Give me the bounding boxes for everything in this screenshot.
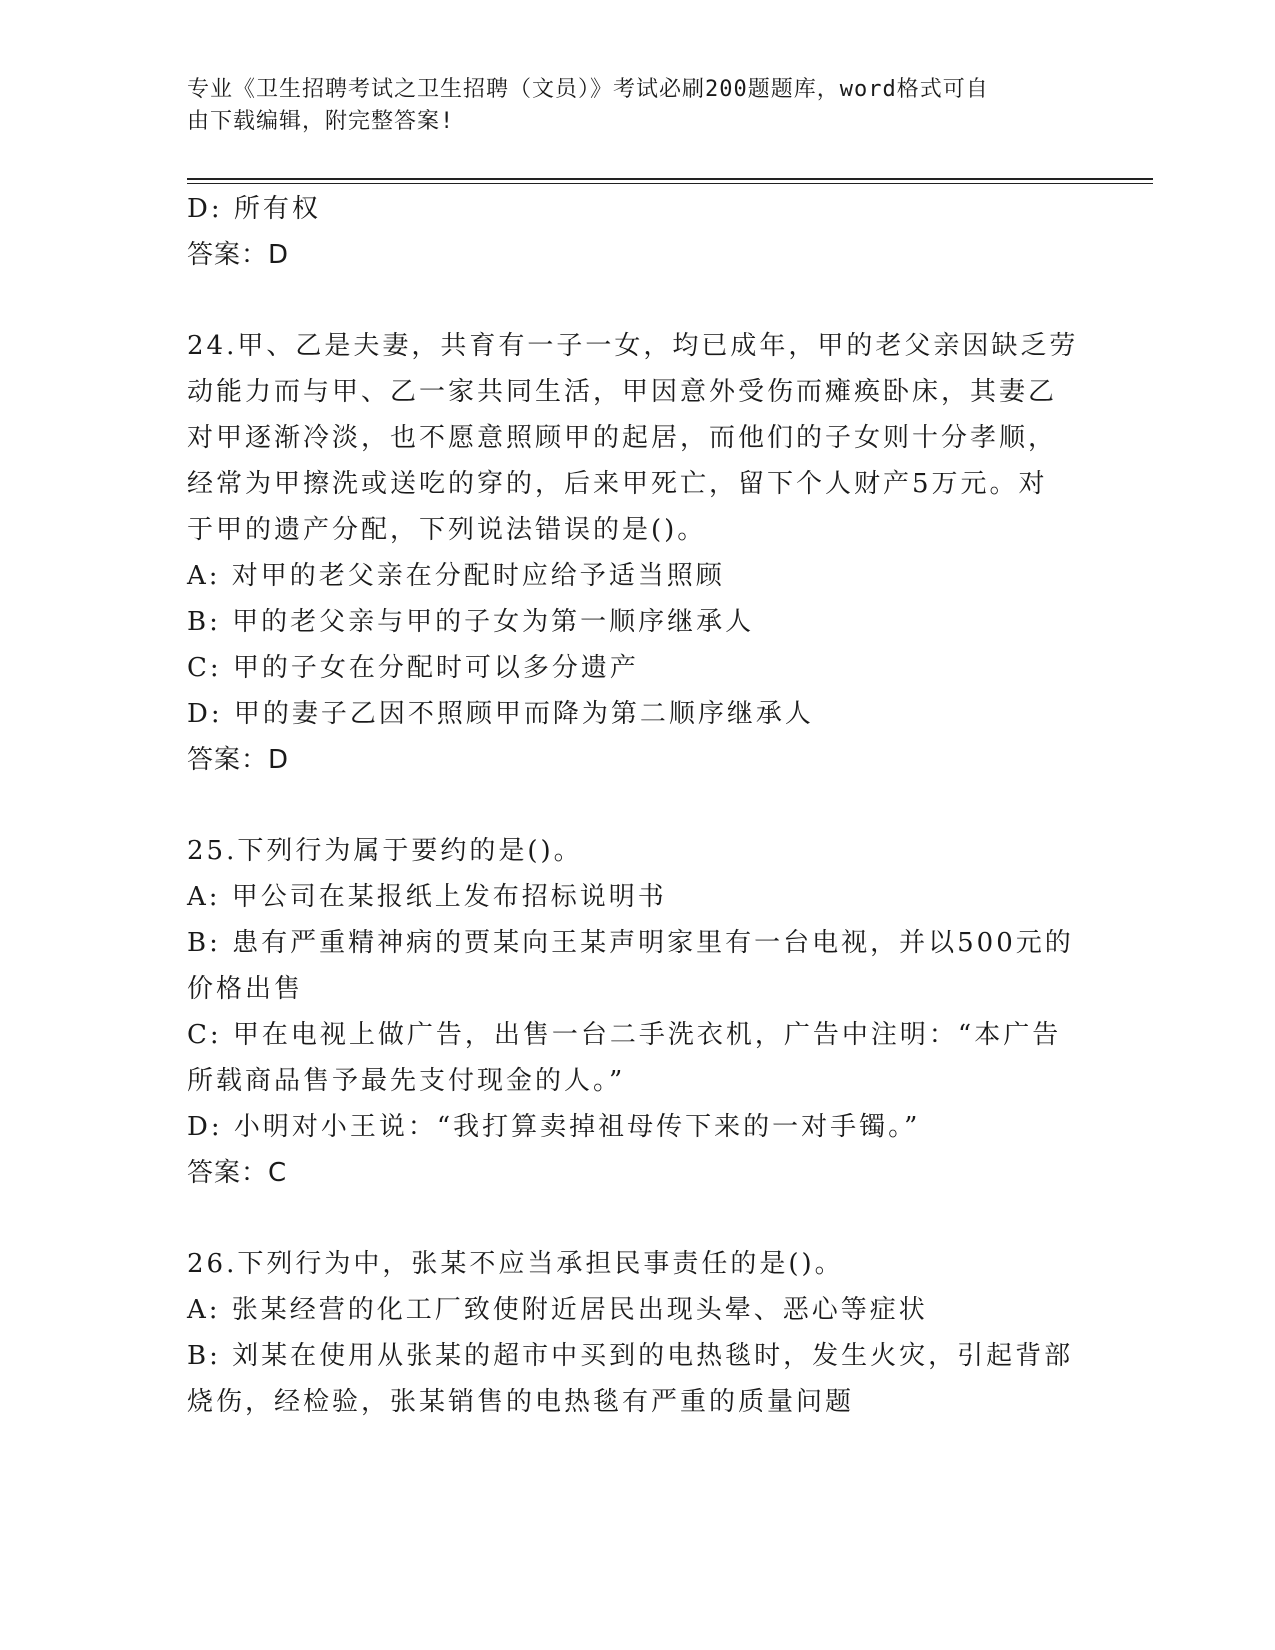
- q25-option-c-line: 所载商品售予最先支付现金的人。”: [187, 1066, 626, 1096]
- question-26: [187, 1241, 1087, 1425]
- q23-answer: 答案：D: [187, 240, 290, 270]
- q24-option-b: B: 甲的老父亲与甲的子女为第一顺序继承人: [187, 607, 755, 637]
- header-line-1: 专业《卫生招聘考试之卫生招聘（文员）》考试必刷200题题库，word格式可自: [187, 77, 989, 102]
- header-rule-thick: [187, 178, 1153, 180]
- q24-stem-line: 动能力而与甲、乙一家共同生活，甲因意外受伤而瘫痪卧床，其妻乙: [187, 377, 1058, 407]
- header-rule-thin: [187, 183, 1153, 184]
- q25-option-c-line: C: 甲在电视上做广告，出售一台二手洗衣机，广告中注明：“本广告: [187, 1020, 1062, 1050]
- q26-option-a: A: 张某经营的化工厂致使附近居民出现头晕、恶心等症状: [187, 1295, 928, 1325]
- section-gap: [187, 278, 1087, 323]
- q23-option-d: D: 所有权: [187, 194, 321, 224]
- q26-stem: 26.下列行为中，张某不应当承担民事责任的是()。: [187, 1249, 844, 1279]
- q25-option-b-line: 价格出售: [187, 974, 304, 1004]
- page-content: [187, 186, 1087, 1425]
- q24-stem-line: 24.甲、乙是夫妻，共育有一子一女，均已成年，甲的老父亲因缺乏劳: [187, 331, 1079, 361]
- q25-answer: 答案：C: [187, 1158, 288, 1188]
- section-gap: [187, 783, 1087, 828]
- q24-option-c: C: 甲的子女在分配时可以多分遗产: [187, 653, 639, 683]
- q26-option-b-line: B: 刘某在使用从张某的超市中买到的电热毯时，发生火灾，引起背部: [187, 1341, 1074, 1371]
- q24-option-a: A: 对甲的老父亲在分配时应给予适当照顾: [187, 561, 725, 591]
- question-24: [187, 323, 1087, 783]
- q25-stem: 25.下列行为属于要约的是()。: [187, 836, 583, 866]
- q25-option-a: A: 甲公司在某报纸上发布招标说明书: [187, 882, 667, 912]
- q24-answer: 答案：D: [187, 745, 290, 775]
- q25-option-d: D: 小明对小王说：“我打算卖掉祖母传下来的一对手镯。”: [187, 1112, 921, 1142]
- question-25: [187, 828, 1087, 1196]
- q24-option-d: D: 甲的妻子乙因不照顾甲而降为第二顺序继承人: [187, 699, 814, 729]
- section-gap: [187, 1196, 1087, 1241]
- q24-stem-line: 于甲的遗产分配，下列说法错误的是()。: [187, 515, 707, 545]
- document-header: [187, 74, 1067, 138]
- q24-stem-line: 对甲逐渐冷淡，也不愿意照顾甲的起居，而他们的子女则十分孝顺，: [187, 423, 1058, 453]
- q24-stem-line: 经常为甲擦洗或送吃的穿的，后来甲死亡，留下个人财产5万元。对: [187, 469, 1048, 499]
- q26-option-b-line: 烧伤，经检验，张某销售的电热毯有严重的质量问题: [187, 1387, 855, 1417]
- q25-option-b-line: B: 患有严重精神病的贾某向王某声明家里有一台电视，并以500元的: [187, 928, 1074, 958]
- header-line-2: 由下载编辑，附完整答案!: [187, 109, 455, 134]
